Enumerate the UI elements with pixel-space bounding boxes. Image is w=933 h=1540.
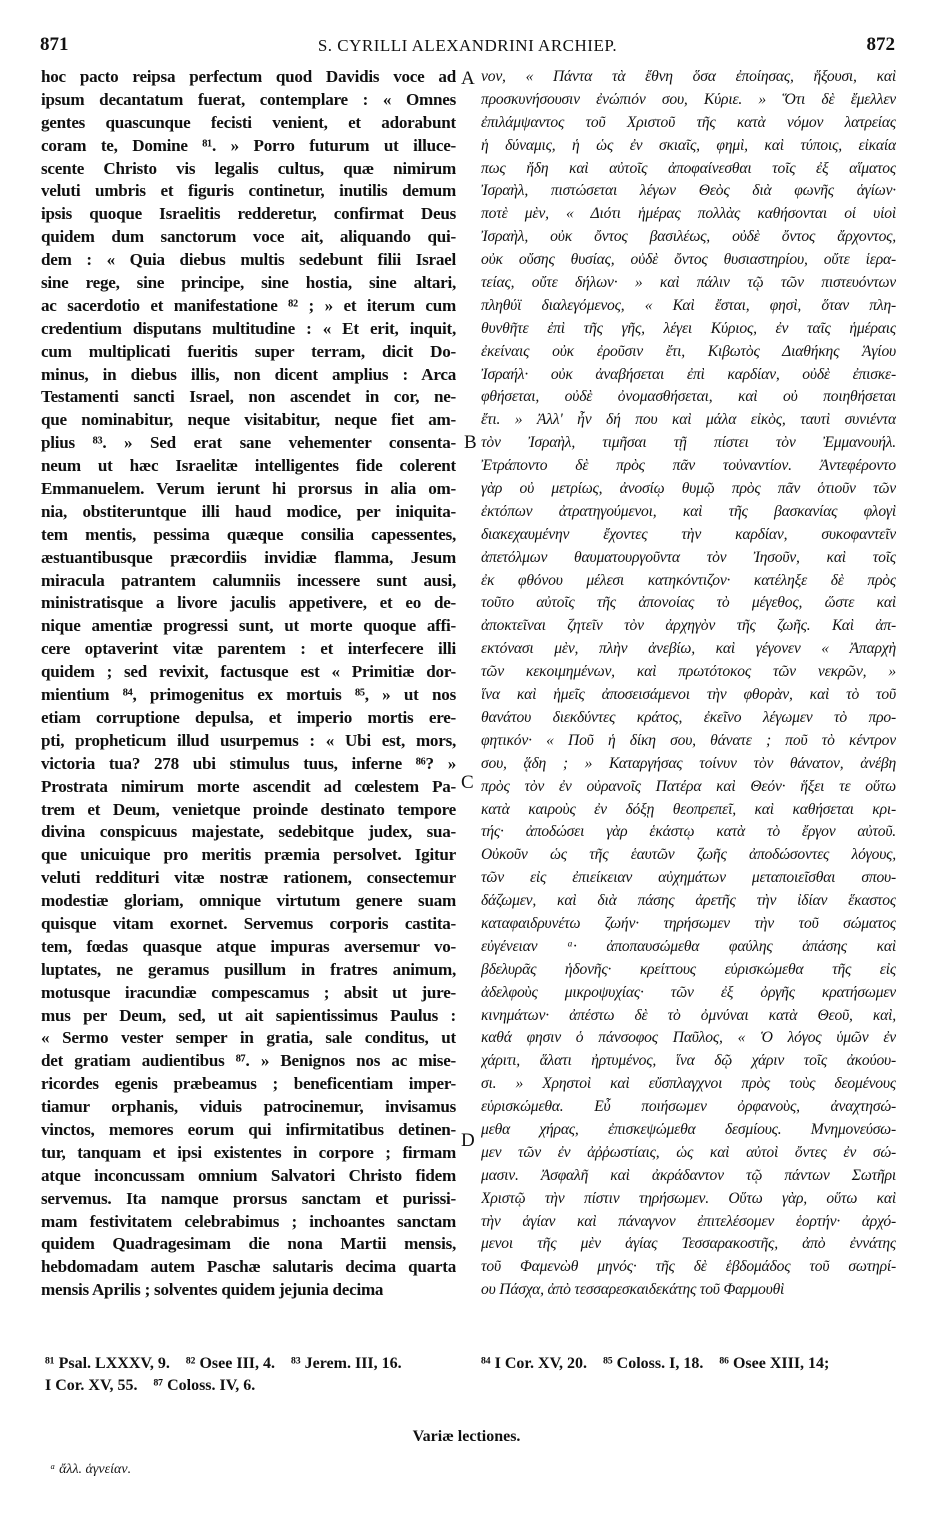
footnote: I Cor. XV, 55. <box>45 1377 138 1394</box>
greek-text-line: σι. » Χρηστοὶ καὶ εὔσπλαγχνοι πρὸς τοὺς δεομένους <box>481 1075 896 1093</box>
latin-text-line: scente Christo vis legalis cultus, quæ nimirum <box>41 158 456 178</box>
latin-text-line: dem : « Quia diebus multis sedebunt filii Israel <box>41 250 456 270</box>
latin-text-line: mam festivitatem celebrabimus ; inchoantes sanctam <box>41 1211 456 1231</box>
greek-text-line: διακεχαυμένην ἔχοντες τὴν καρδίαν, συκοφαντεῖν <box>481 525 896 543</box>
latin-text-line: coram te, Domine ⁸¹. » Porro futurum ut illuce- <box>41 135 456 155</box>
margin-letter-b: B <box>464 432 477 453</box>
left-page-number: 871 <box>40 34 69 55</box>
greek-text-line: ου Πάσχα, ἀπὸ τεσσαρεσκαιδεκάτης τοῦ Φαρμουθὶ <box>481 1281 785 1299</box>
latin-text-line: æstuantibusque præcordiis invidiæ flamma, Jesum <box>41 547 456 567</box>
latin-text-line: quidem Quadragesimam die nona Martii mensis, <box>41 1234 456 1254</box>
latin-text-line: tur, tanquam et ipsi existentes in corpore ; firmam <box>41 1142 456 1162</box>
latin-text-line: que nominabitur, neque visitabitur, neque fiet am- <box>41 410 456 430</box>
greek-text-line: φητικόν· « Ποῦ ἡ δίκη σου, θάνατε ; ποῦ τὸ κέντρον <box>481 731 896 749</box>
latin-text-line: nique amentiæ progressi sunt, ut morte quoque affi- <box>41 616 456 636</box>
greek-text-line: ἀπετόλμων θαυματουργοῦντα τὸν Ἰησοῦν, καὶ τοῖς <box>481 548 896 566</box>
running-title: S. CYRILLI ALEXANDRINI ARCHIEP. <box>317 36 618 55</box>
greek-text-line: κατὰ καιροὺς ἐν δόξῃ θεοπρεπεῖ, καὶ καθήσεται κρι- <box>481 800 896 818</box>
footnote: ⁸⁶ Osee XIII, 14; <box>719 1355 830 1372</box>
latin-text-line: tem mentis, pessima quæque consilia capessentes, <box>41 524 456 544</box>
greek-text-line: Ἰσραὴλ, πιστώσεται λέγων Θεὸς διὰ φωνῆς ἁγίων· <box>481 182 896 200</box>
footnote-row-right <box>481 1353 841 1375</box>
latin-text-line: credentium disputans multitudine : « Et erit, inquit, <box>41 318 456 338</box>
greek-text-line: γὰρ οὐ μετρίως, ἀνοσίῳ θυμῷ πρὸς πᾶν ὁτιοῦν τῶν <box>481 480 896 498</box>
greek-text-line: μενοι τῆς μὲν ἁγίας Τεσσαρακοστῆς, ἀπὸ ἐννάτης <box>481 1235 896 1253</box>
greek-text-line: καθά φησιν ὁ πάνσοφος Παῦλος, « Ὁ λόγος ὑμῶν ἐν <box>481 1029 896 1047</box>
latin-text-line: neum ut hæc Israelitæ intelligentes fide colerent <box>41 456 456 476</box>
greek-text-line: φθήσεται, οὐδὲ ὀνομασθήσεται, καὶ οὐ ποιηθήσεται <box>481 388 896 406</box>
greek-text-line: θυνθῆτε ἐπὶ τῆς γῆς, λέγει Κύριος, ἐν ταῖς ἡμέραις <box>481 319 896 337</box>
greek-text-line: ἐπιλάμψαντος τοῦ Χριστοῦ τῆς κατὰ νόμον λατρείας <box>481 113 896 131</box>
latin-text-line: mus per Deum, sed, ut ait sapientissimus Paulus : <box>41 1005 456 1025</box>
greek-text-line: τοῦ Φαμενὼθ μηνός· τῆς δὲ ἑβδομάδος τοῦ σωτηρί- <box>481 1258 896 1276</box>
greek-text-line: πληθύϊ διαλεγόμενος, « Καὶ ἔσται, φησὶ, ὅταν πλη- <box>481 296 896 314</box>
greek-column <box>481 66 896 1348</box>
latin-text-line: Testamenti sancti Israel, non ascendet in cor, ne- <box>41 387 456 407</box>
greek-text-line: εκτόνασι μὲν, πλὴν ἀνεβίω, καὶ γέγονεν « Ἀπαρχὴ <box>481 640 896 658</box>
latin-text-line: luptates, ne geramus pusillum in fratres animum, <box>41 959 456 979</box>
margin-letter-c: C <box>461 772 474 793</box>
latin-text-line: cere optaverint vitæ parentem : et interfecere illi <box>41 639 456 659</box>
greek-text-line: βδελυρᾶς ἡδονῆς· κρείττους εὑρισκώμεθα τῆς εἰς <box>481 960 896 978</box>
greek-text-line: Ἐτράποντο δὲ πρὸς πᾶν τοὐναντίον. Ἀντεφέροντο <box>481 457 896 475</box>
greek-text-line: ἡ δύναμις, ἡ ὡς ἐν σκιαῖς, φημὶ, καὶ τύποις, εἰκαία <box>481 136 896 154</box>
greek-text-line: καταφαιδρυνέτω ζωήν· τηρήσωμεν τὴν τοῦ σώματος <box>481 914 896 932</box>
margin-letter-d: D <box>461 1130 475 1151</box>
latin-text-line: Prostrata nimirum morte ascendit ad cœlestem Pa- <box>41 776 456 796</box>
greek-text-line: Οὐκοῦν ὡς τῆς ἑαυτῶν ζωῆς ἀποδώσοντες λόγους, <box>481 846 896 864</box>
latin-text-line: quidem ; sed revixit, factusque est « Primitiæ dor- <box>41 662 456 682</box>
greek-text-line: ἀδελφοὺς μικροψυχίας· τῶν ἐξ ὀργῆς κρατήσωμεν <box>481 983 896 1001</box>
latin-text-line: veluti reddituri vitæ nostræ rationem, consectemur <box>41 868 456 888</box>
footnote: ⁸³ Jerem. III, 16. <box>291 1355 402 1372</box>
latin-text-line: modestiæ gloriam, omnique virtutum genere suam <box>41 891 456 911</box>
footnote: ⁸⁵ Coloss. I, 18. <box>603 1355 704 1372</box>
right-page-number: 872 <box>866 34 895 55</box>
latin-text-line: ministratisque a livore jaculis appetivere, et eo de- <box>41 593 456 613</box>
greek-text-line: τὴν ἁγίαν καὶ πάναγνον ἐπιτελέσομεν ἑορτήν· ἀρχό- <box>481 1212 896 1230</box>
greek-text-line: μεν τῶν ἐν ἀῤῥωστίαις, ὡς καὶ αὐτοὶ ὄντες ἐν σώ- <box>481 1143 896 1161</box>
greek-text-line: Χριστῷ τὴν πίστιν τηρήσωμεν. Οὕτω γὰρ, οὕτω καὶ <box>481 1189 896 1207</box>
footnote: ⁸⁴ I Cor. XV, 20. <box>481 1355 588 1372</box>
latin-text-line: pti, propheticum illud usurpemus : « Ubi est, mors, <box>41 730 456 750</box>
latin-text-line: veluti umbris et figuris continetur, inutilis demum <box>41 181 456 201</box>
greek-text-line: τείας, οὔτε δήλων· » καὶ πάλιν τῷ τῶν πιστευόντων <box>481 274 896 292</box>
footnotes <box>45 1353 905 1405</box>
latin-text-line: plius ⁸³. » Sed erat sane vehementer consenta- <box>41 433 456 453</box>
latin-text-line: hoc pacto reipsa perfectum quod Davidis voce ad <box>41 67 456 86</box>
greek-text-line: εὑρισκώμεθα. Εὖ ποιήσωμεν ὀρφανοὺς, ἀναχτησώ- <box>481 1098 896 1116</box>
greek-text-line: εὐγένειαν ᵃ· ἀποπαυσώμεθα φαύλης ἁπάσης καὶ <box>481 937 896 955</box>
greek-text-line: μεθα χήρας, ἐπισκεψώμεθα δεσμίους. Μνημονεύσω- <box>481 1120 896 1138</box>
greek-text-line: σου, ᾅδη ; » Καταργήσας τοίνυν τὸν θάνατον, ἀνέβη <box>481 754 896 772</box>
greek-text-line: Ἰσραήλ· οὐκ ἀναβήσεται ἐπὶ καρδίαν, οὐδὲ ἐπισκε- <box>481 365 896 383</box>
latin-text-line: ipsis quoque Israelitis redderetur, confirmat Deus <box>41 204 456 224</box>
latin-text-line: servemus. Ita namque prorsus sanctam et purissi- <box>41 1188 456 1208</box>
variae-lectiones-note: ᵃ ἄλλ. ἁγνείαν. <box>50 1462 132 1477</box>
latin-text-line: cum multiplicati fueritis super terram, dicit Do- <box>41 341 456 361</box>
latin-text-line: hebdomadam autem Paschæ salutaris decima quarta <box>41 1257 456 1277</box>
running-head <box>40 34 895 58</box>
greek-text-line: δάζωμεν, καὶ διὰ πάσης ἀρετῆς τὴν ἰδίαν ἕκαστος <box>481 892 896 910</box>
latin-text-line: divina conspicuus majestate, sedebitque judex, sua- <box>41 822 456 842</box>
footnote-row-2 <box>45 1375 905 1397</box>
greek-text-line: πρὸς τὸν ἐν οὐρανοῖς Πατέρα καὶ Θεόν· ἥξει τε οὕτω <box>481 777 896 795</box>
latin-text-line: quidem dum sanctorum voce ait, aliquando qui- <box>41 227 456 247</box>
latin-text-line: tiamur orphanis, viduis patrocinemur, invisamus <box>41 1097 456 1117</box>
greek-text-line: Ἰσραὴλ, οὐκ ὄντος βασιλέως, οὐδὲ ὄντος ἄρχοντος, <box>481 228 896 246</box>
latin-text-line: mientium ⁸⁴, primogenitus ex mortuis ⁸⁵, » ut nos <box>41 685 456 705</box>
latin-text-line: det gratiam audientibus ⁸⁷. » Benignos nos ac mise- <box>41 1051 456 1071</box>
variae-lectiones-heading: Variæ lectiones. <box>412 1428 521 1445</box>
latin-text-line: nia, obstiteruntque illi haud modice, per iniquita- <box>41 501 456 521</box>
greek-text-line: ἐκ φθόνου μέλεσι κατηκόντιζον· κατέληξε δὲ πρὸς <box>481 571 896 589</box>
greek-text-line: θανάτου διεκδύντες κράτος, ἐκεῖνο λέγωμεν τὸ προ- <box>481 708 896 726</box>
latin-text-line: sine rege, sine principe, sine hostia, sine altari, <box>41 273 456 293</box>
margin-letter-a: A <box>461 68 475 89</box>
greek-text-line: προσκυνήσουσιν ἐνώπιόν σου, Κύριε. » Ὅτι δὲ ἔμελλεν <box>481 90 896 108</box>
latin-text-line: gentes quascunque fecisti venient, et adorabunt <box>41 112 456 132</box>
footnote: ⁸⁷ Coloss. IV, 6. <box>153 1377 256 1394</box>
greek-text-line: ἐκτόπων ἀτρατηγούμενοι, καὶ τῆς βασκανίας φλογὶ <box>481 502 896 520</box>
greek-text-line: ἵνα καὶ ἡμεῖς ἀποσεισάμενοι τὴν φθορὰν, καὶ τὸ τοῦ <box>481 686 896 704</box>
footnote: ⁸² Osee III, 4. <box>185 1355 276 1372</box>
latin-text-line: ipsum decantatum fuerat, contemplare : « Omnes <box>41 89 456 109</box>
latin-text-line: mensis Aprilis ; solventes quidem jejunia decima <box>41 1280 384 1300</box>
greek-text-line: ἔτι. » Ἀλλ' ἦν δή που καὶ μάλα εἰκὸς, ταυτὶ συνιέντα <box>481 411 896 429</box>
greek-text-line: κινημάτων· ἀπέστω δὲ τὸ ὀμνύναι κατὰ Θεοῦ, καὶ, <box>481 1006 896 1024</box>
greek-text-line: τὸν Ἰσραὴλ, τιμῆσαι τῇ πίστει τὸν Ἐμμανουήλ. <box>481 434 896 452</box>
latin-text-line: trem et Deum, venietque proinde destinato tempore <box>41 799 456 819</box>
latin-text-line: victoria tua? 278 ubi stimulus tuus, inferne ⁸⁶? » <box>41 753 456 773</box>
greek-text-line: χάριτι, ἅλατι ἠρτυμένος, ἵνα δῷ χάριν τοῖς ἀκούου- <box>481 1052 896 1070</box>
greek-text-line: ἀποκτεῖναι ζητεῖν τὸν ἀρχηγὸν τῆς ζωῆς. Καὶ ἀπ- <box>481 617 896 635</box>
latin-text-line: ricordes egenis præbeamus ; beneficentiam imper- <box>41 1074 456 1094</box>
latin-text-line: que unicuique pro meritis præmia persolvet. Igitur <box>41 845 456 865</box>
latin-text-line: ac sacerdotio et manifestatione ⁸² ; » et iterum cum <box>41 295 456 315</box>
latin-text-line: atque inconcussam omnium Salvatori Christo fidem <box>41 1165 456 1185</box>
latin-text-line: miracula patrantem calumniis incessere sunt ausi, <box>41 570 456 590</box>
latin-text-line: « Sermo vester semper in gratia, sale conditus, ut <box>41 1028 456 1048</box>
latin-text-line: minus, in diebus illis, non dicent amplius : Arca <box>41 364 456 384</box>
greek-text-line: τῶν κεκοιμημένων, καὶ πρωτότοκος τῶν νεκρῶν, » <box>481 663 896 681</box>
greek-text-line: ἐκείναις οὐκ ἐροῦσιν ἔτι, Κιβωτὸς Διαθήκης Ἁγίου <box>481 342 896 360</box>
latin-text-line: etiam corruptione depulsa, et imperio mortis ere- <box>41 707 456 727</box>
greek-text-line: νον, « Πάντα τὰ ἔθνη ὅσα ἐποίησας, ἥξουσι, καὶ <box>481 68 896 85</box>
latin-text-line: motusque iracundiæ compescamus ; absit ut jure- <box>41 982 456 1002</box>
greek-text-line: τοῦτο αὐτοῖς τῆς ἀπονοίας τὸ μέγεθος, ὥστε καὶ <box>481 594 896 612</box>
greek-text-line: ποτὲ μὲν, « Διότι ἡμέρας πολλὰς καθήσονται οἱ υἱοὶ <box>481 205 896 223</box>
latin-text-line: vinctos, memores eorum qui infirmitatibus detinen- <box>41 1119 456 1139</box>
latin-text-line: Emmanuelem. Verum ierunt hi prorsus in alia om- <box>41 479 456 499</box>
greek-text-line: πως ἤδη καὶ αὐτοῖς ἀποφαίνεσθαι τοῖς ἐξ αἵματος <box>481 159 896 177</box>
greek-text-line: τῶν εἰς ἐπιείκειαν αὐχημάτων μεταποιεῖσθαι σπου- <box>481 869 896 887</box>
latin-text-line: quisque vitam exornet. Servemus corporis castita- <box>41 913 456 933</box>
greek-text-line: μασιν. Ἀσφαλῆ καὶ ἀκράδαντον τῷ πάντων Σωτῆρι <box>481 1166 896 1184</box>
footnote: ⁸¹ Psal. LXXXV, 9. <box>45 1355 170 1372</box>
greek-text-line: οὐκ οὔσης θυσίας, οὐδὲ ὄντος θυσιαστηρίου, οὔτε ἱερα- <box>481 251 896 269</box>
latin-column <box>41 66 456 1348</box>
greek-text-line: τής· ἀποδώσει γὰρ ἑκάστῳ κατὰ τὸ ἔργον αὐτοῦ. <box>481 823 896 841</box>
latin-text-line: tem, fœdas quasque atque impuras aversemur vo- <box>41 936 456 956</box>
